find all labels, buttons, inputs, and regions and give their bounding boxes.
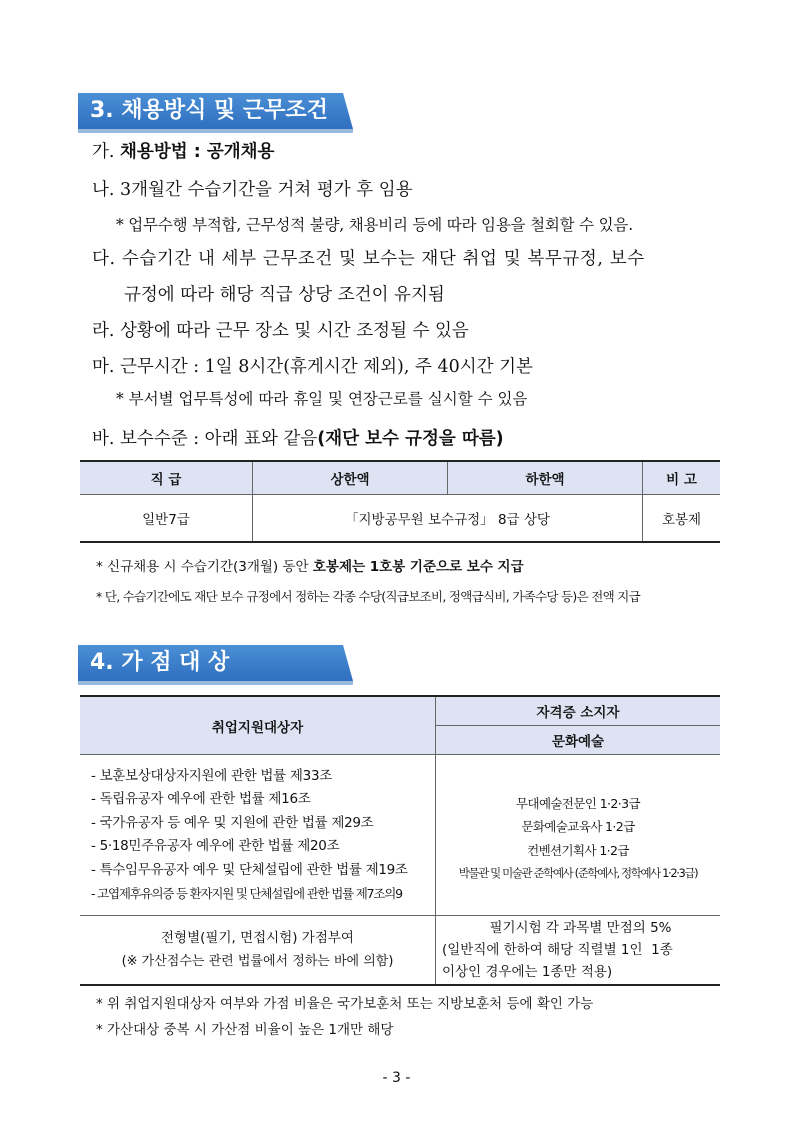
item-da-line1: 다. 수습기간 내 세부 근무조건 및 보수는 재단 취업 및 복무규정, 보수 — [92, 249, 645, 269]
salary-note-1-prefix: * 신규채용 시 수습기간(3개월) 동안 — [96, 559, 313, 575]
item-ba — [92, 425, 504, 450]
salary-note-1 — [96, 555, 524, 575]
item-ra: 라. 상황에 따라 근무 장소 및 시간 조정될 수 있음 — [92, 321, 469, 341]
item-ba-bold: (재단 보수 규정을 따름) — [317, 429, 504, 449]
section-3-title: 3. 채용방식 및 근무조건 — [90, 98, 328, 123]
bonus-right-line2: (일반직에 한하여 해당 직렬별 1인 1종 — [442, 942, 673, 958]
laws-list — [81, 765, 434, 906]
bonus-left-line1: 전형별(필기, 면접시험) 가점부여 — [161, 930, 354, 946]
item-da-line2: 규정에 따라 해당 직급 상당 조건이 유지됨 — [124, 285, 445, 305]
bonus-note-2: * 가산대상 중복 시 가산점 비율이 높은 1개만 해당 — [96, 1022, 394, 1038]
bonus-note-1: * 위 취업지원대상자 여부와 가점 비율은 국가보훈처 또는 지방보훈처 등에 확인 가능 — [96, 996, 594, 1012]
salary-header-upper: 상한액 — [253, 461, 448, 495]
section-4-title: 4. 가 점 대 상 — [90, 650, 230, 675]
law-item: - 고엽제후유의증 등 환자지원 및 단체설립에 관한 법률 제7조의9 — [91, 886, 402, 901]
cert-item: 박물관 및 미술관 준학예사 (준학예사, 정학예사 1·2·3급) — [458, 866, 698, 880]
item-ma-note: * 부서별 업무특성에 따라 휴일 및 연장근로를 실시할 수 있음 — [116, 390, 528, 408]
section-4-heading — [78, 645, 353, 681]
bonus-header-right-top: 자격증 소지자 — [436, 696, 721, 726]
bonus-table — [80, 695, 720, 986]
item-ga-prefix: 가. — [92, 142, 121, 162]
cert-item: 문화예술교육사 1·2급 — [521, 819, 635, 834]
certs-cell — [436, 755, 721, 916]
law-item: - 5·18민주유공자 예우에 관한 법률 제20조 — [91, 838, 340, 854]
salary-cell-grade: 일반7급 — [80, 495, 253, 543]
item-na-note: * 업무수행 부적합, 근무성적 불량, 채용비리 등에 따라 임용을 철회할 수 있음. — [116, 216, 633, 234]
item-ba-prefix: 바. 보수수준 : 아래 표와 같음 — [92, 429, 318, 449]
item-ga — [92, 138, 274, 163]
cert-item: 컨벤션기획사 1·2급 — [527, 842, 629, 858]
bonus-right-cell — [436, 916, 721, 986]
section-3-heading — [78, 93, 353, 129]
item-ma: 마. 근무시간 : 1일 8시간(휴게시간 제외), 주 40시간 기본 — [92, 357, 533, 377]
salary-header-lower: 하한액 — [448, 461, 643, 495]
salary-header-grade: 직 급 — [80, 461, 253, 495]
bonus-left-cell — [80, 916, 436, 986]
page-number: - 3 - — [382, 1070, 411, 1086]
bonus-left-line2: (※ 가산점수는 관련 법률에서 정하는 바에 의함) — [121, 954, 394, 969]
item-ga-text: 채용방법 : 공개채용 — [120, 142, 275, 162]
item-na: 나. 3개월간 수습기간을 거쳐 평가 후 임용 — [92, 180, 413, 200]
law-item: - 보훈보상대상자지원에 관한 법률 제33조 — [91, 767, 332, 784]
salary-note-1-bold: 호봉제는 1호봉 기준으로 보수 지급 — [312, 559, 524, 575]
laws-cell — [80, 755, 436, 916]
salary-cell-note: 호봉제 — [643, 495, 721, 543]
law-item: - 국가유공자 등 예우 및 지원에 관한 법률 제29조 — [91, 814, 374, 831]
certs-list — [437, 792, 719, 886]
bonus-header-right-bottom: 문화예술 — [436, 726, 721, 755]
salary-header-note: 비 고 — [643, 461, 721, 495]
cert-item: 무대예술전문인 1·2·3급 — [516, 795, 640, 811]
salary-cell-range: 「지방공무원 보수규정」 8급 상당 — [253, 495, 643, 543]
law-item: - 독립유공자 예우에 관한 법률 제16조 — [91, 791, 311, 807]
salary-table — [80, 460, 720, 543]
law-item: - 특수임무유공자 예우 및 단체설립에 관한 법률 제19조 — [91, 861, 408, 878]
bonus-right-line3: 이상인 경우에는 1종만 적용) — [442, 964, 613, 980]
bonus-right-line1: 필기시험 각 과목별 만점의 5% — [489, 920, 672, 936]
bonus-header-left: 취업지원대상자 — [80, 696, 436, 755]
salary-note-2: * 단, 수습기간에도 재단 보수 규정에서 정하는 각종 수당(직급보조비, 정액급식비, 가족수당 등)은 전액 지급 — [96, 589, 641, 604]
